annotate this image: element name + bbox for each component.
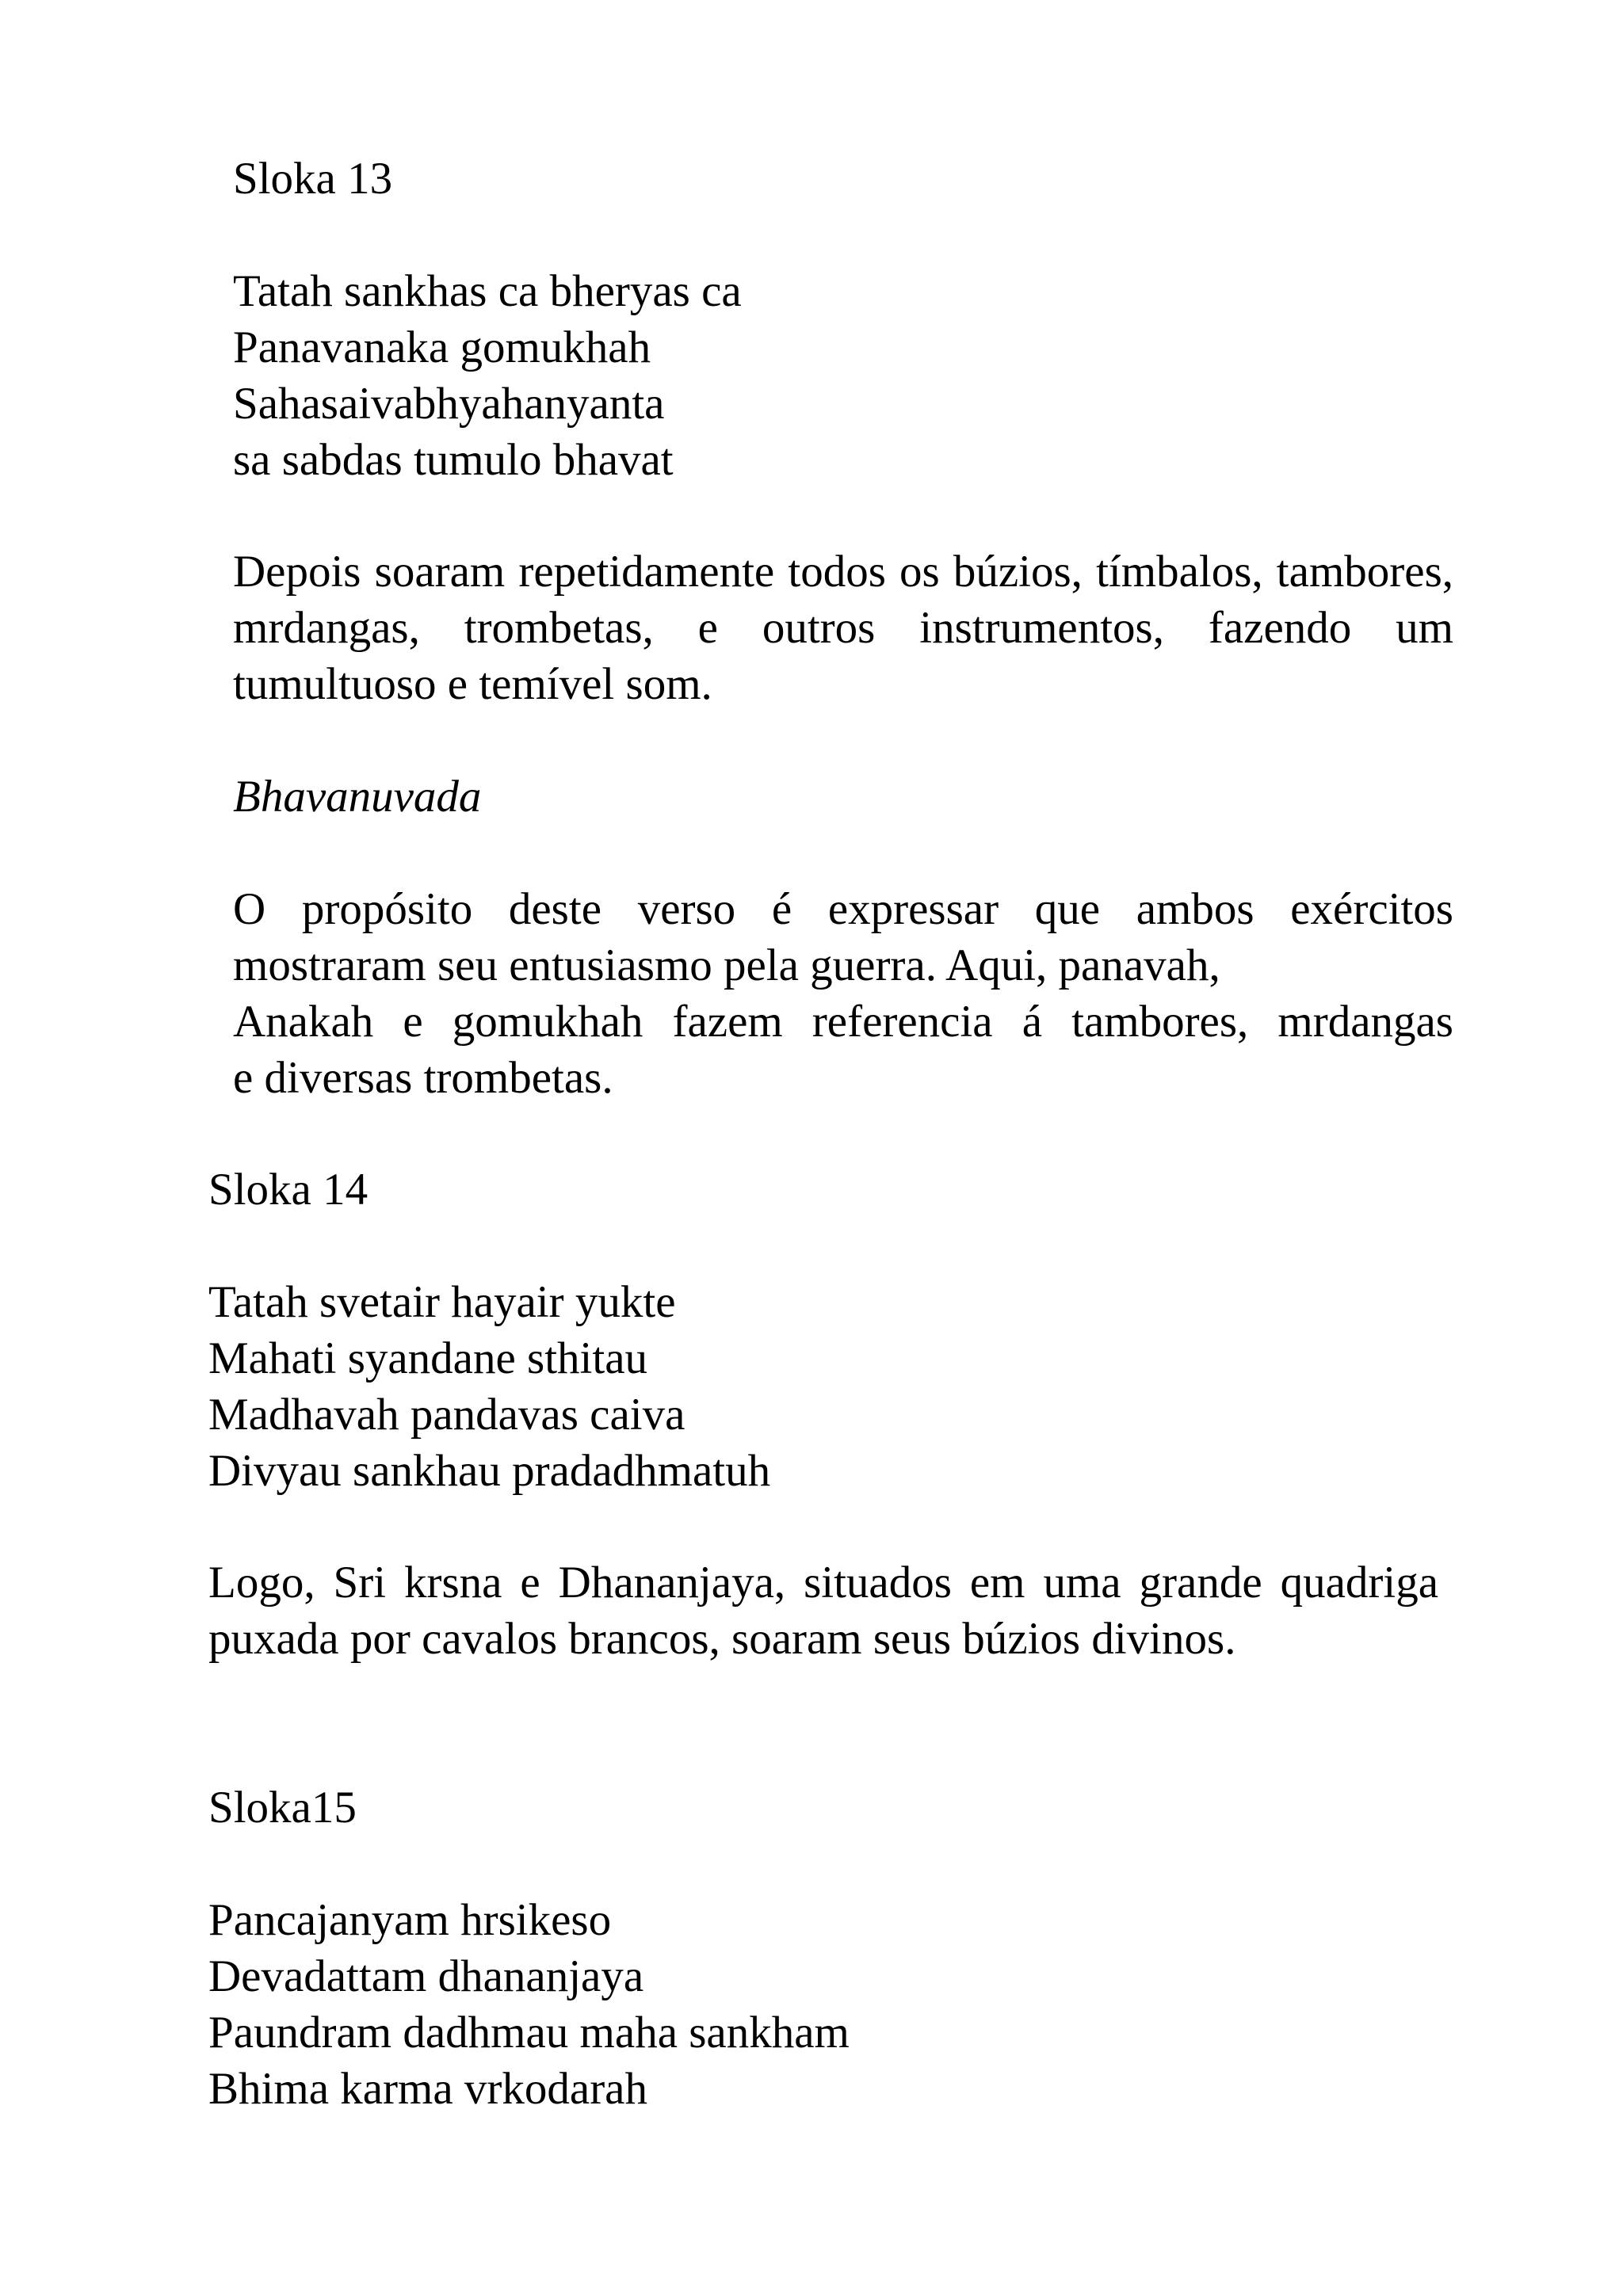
- sloka-14-heading: Sloka 14: [208, 1165, 369, 1215]
- verse-line: Tatah svetair hayair yukte: [208, 1277, 676, 1327]
- sloka-13-translation: Depois soaram repetidamente todos os búzios, tímbalos, tambores, mrdangas, trombetas, e outros instrumentos, fazendo um tumultuoso e temível som.: [233, 547, 1453, 709]
- verse-line: Divyau sankhau pradadhmatuh: [208, 1446, 771, 1496]
- verse-line: Devadattam dhananjaya: [208, 1951, 644, 2001]
- sloka-13-verse: [233, 263, 1453, 488]
- verse-line: sa sabdas tumulo bhavat: [233, 435, 674, 485]
- sloka-13-commentary: [233, 881, 1453, 1106]
- commentary-line: Anakah e gomukhah fazem referencia á tambores, mrdangas: [233, 997, 1453, 1047]
- verse-line: Bhima karma vrkodarah: [208, 2064, 647, 2114]
- commentary-line: O propósito deste verso é expressar que ambos exércitos: [233, 884, 1453, 934]
- verse-line: Madhavah pandavas caiva: [208, 1390, 685, 1440]
- sloka-13-heading: Sloka 13: [233, 154, 393, 204]
- commentary-line: e diversas trombetas.: [233, 1053, 613, 1103]
- sloka-14-translation: Logo, Sri krsna e Dhananjaya, situados em uma grande quadriga puxada por cavalos brancos, soaram seus búzios divinos.: [208, 1558, 1438, 1664]
- verse-line: Tatah sankhas ca bheryas ca: [233, 266, 742, 316]
- sloka-15-verse: [208, 1892, 1438, 2117]
- verse-line: Paundram dadhmau maha sankham: [208, 2008, 850, 2058]
- sloka-14-verse: [208, 1274, 1438, 1499]
- commentary-line: mostraram seu entusiasmo pela guerra. Aqui, panavah,: [233, 940, 1220, 990]
- verse-line: Pancajanyam hrsikeso: [208, 1895, 612, 1945]
- verse-line: Sahasaivabhyahanyanta: [233, 379, 665, 429]
- sloka-13-commentary-heading: Bhavanuvada: [233, 772, 482, 822]
- verse-line: Panavanaka gomukhah: [233, 322, 651, 372]
- sloka-15-heading: Sloka15: [208, 1783, 357, 1833]
- verse-line: Mahati syandane sthitau: [208, 1333, 648, 1383]
